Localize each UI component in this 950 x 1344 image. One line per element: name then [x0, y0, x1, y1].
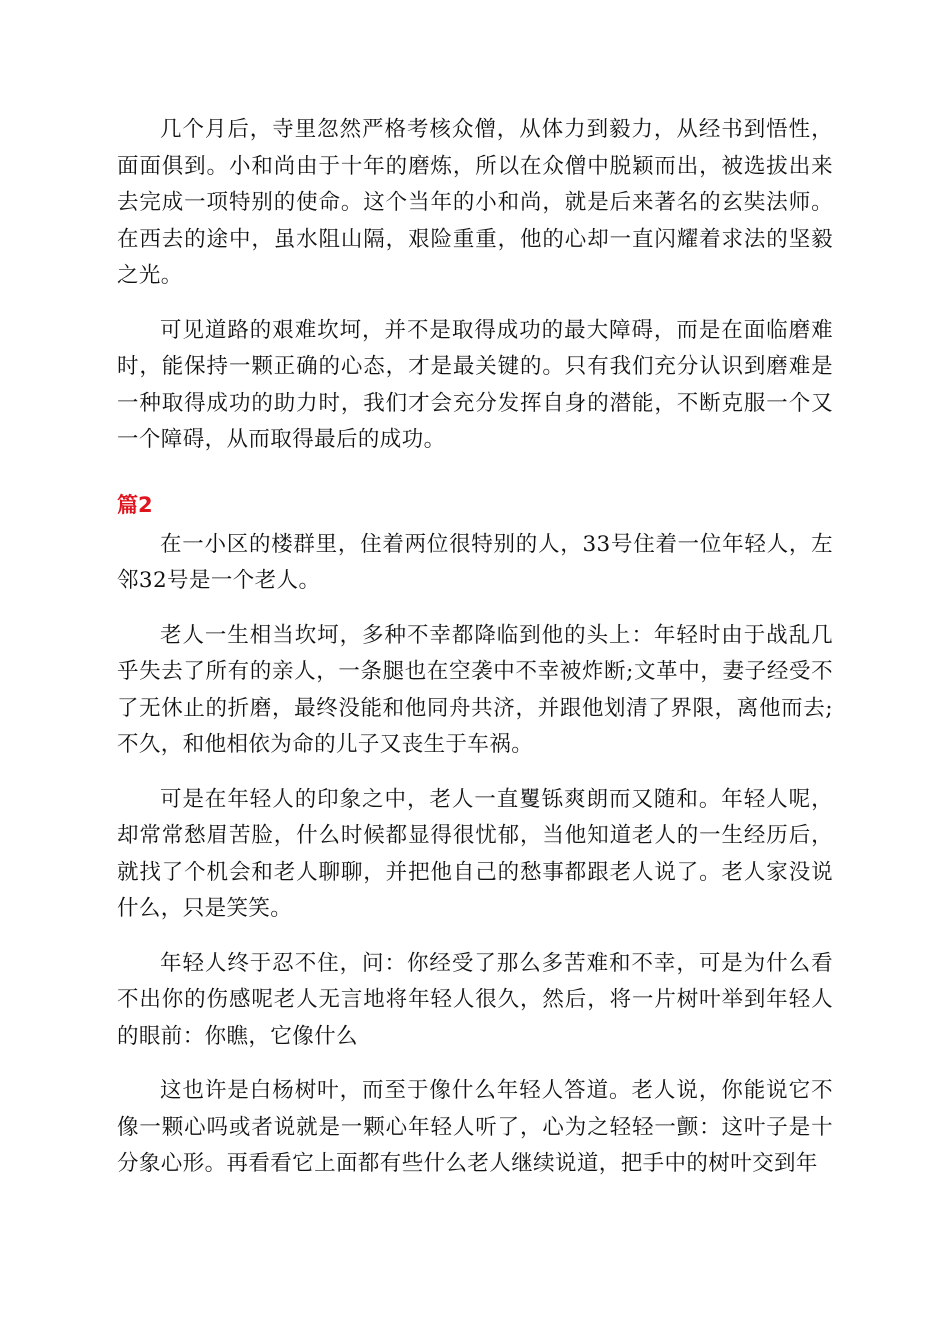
paragraph-conclusion: 可见道路的艰难坎坷，并不是取得成功的最大障碍，而是在面临磨难时，能保持一颗正确的心态，才是最关键的。只有我们充分认识到磨难是一种取得成功的助力时，我们才会充分发挥自身的潜能，不断克服一个又一个障碍，从而取得最后的成功。: [117, 317, 833, 452]
paragraph-question: 年轻人终于忍不住，问：你经受了那么多苦难和不幸，可是为什么看不出你的伤感呢老人无言地将年轻人很久，然后，将一片树叶举到年轻人的眼前：你瞧，它像什么: [117, 950, 833, 1049]
paragraph-old-man-hardships: 老人一生相当坎坷，多种不幸都降临到他的头上：年轻时由于战乱几乎失去了所有的亲人，一条腿也在空袭中不幸被炸断;文革中，妻子经受不了无休止的折磨，最终没能和他同舟共济，并跟他划清了界限，离他而去;不久，和他相依为命的儿子又丧生于车祸。: [117, 622, 833, 757]
paragraph-leaf: 这也许是白杨树叶，而至于像什么年轻人答道。老人说，你能说它不像一颗心吗或者说就是一颗心年轻人听了，心为之轻轻一颤：这叶子是十分象心形。再看看它上面都有些什么老人继续说道，把手中的树叶交到年: [117, 1078, 833, 1176]
section-heading: 篇2: [117, 492, 153, 517]
paragraph-neighbors: 在一小区的楼群里，住着两位很特别的人，33号住着一位年轻人，左邻32号是一个老人。: [117, 531, 833, 593]
document-body: [117, 112, 833, 1183]
paragraph-xuanzang: 几个月后，寺里忽然严格考核众僧，从体力到毅力，从经书到悟性，面面俱到。小和尚由于十年的磨炼，所以在众僧中脱颖而出，被选拔出来去完成一项特别的使命。这个当年的小和尚，就是后来著名的玄奘法师。在西去的途中，虽水阻山隔，艰险重重，他的心却一直闪耀着求法的坚毅之光。: [117, 117, 833, 288]
paragraph-young-man-worries: 可是在年轻人的印象之中，老人一直矍铄爽朗而又随和。年轻人呢，却常常愁眉苦脸，什么时候都显得很忧郁，当他知道老人的一生经历后，就找了个机会和老人聊聊，并把他自己的愁事都跟老人说了。老人家没说什么，只是笑笑。: [117, 786, 833, 921]
